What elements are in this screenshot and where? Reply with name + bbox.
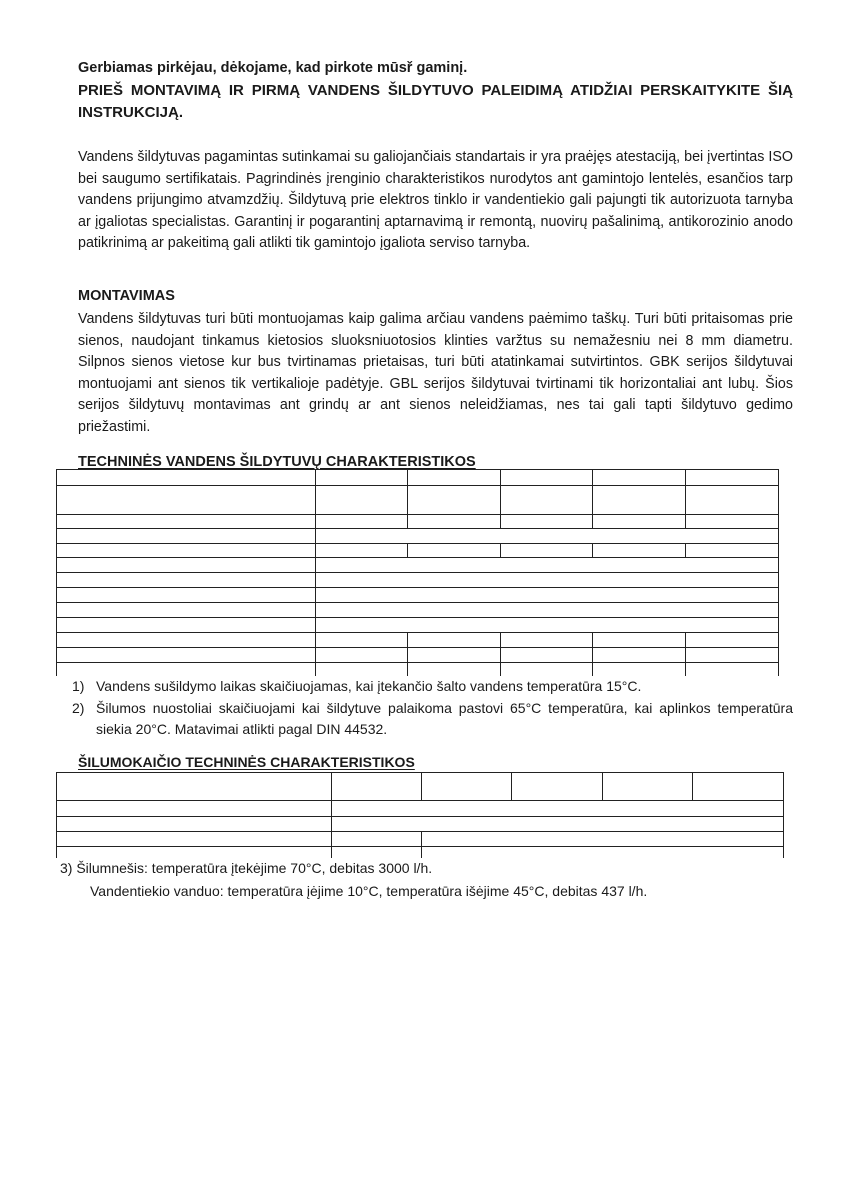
- footnote-number: 1): [72, 678, 85, 694]
- intro-paragraph: Vandens šildytuvas pagamintas sutinkamai su galiojančiais standartais ir yra praėjęs atestaciją, bei įvertintas ISO bei saugumo sertifikatais. Pagrindinės įrenginio charakteristikos nurodytos ant gamintojo lentelės, esančios tarp vandens prijungimo atvamzdžių. Šildytuvą prie elektros tinklo ir vandentiekio gali pajungti tik autorizuota tarnyba ar įgaliotas specialistas. Garantinį ir pogarantinį aptarnavimą ir remontą, nuovirų pašalinimą, antikorozinio anodo patikrinimą ar pakeitimą gali atlikti tik gamintojo įgaliota serviso tarnyba.: [78, 149, 793, 251]
- table1-title: TECHNINĖS VANDENS ŠILDYTUVŲ CHARAKTERISTIKOS: [78, 454, 476, 470]
- footnote-text: Šilumos nuostoliai skaičiuojami kai šildytuve palaikoma pastovi 65°C temperatūra, kai aplinkos temperatūra siekia 20°C. Matavimai atlikti pagal DIN 44532.: [96, 700, 793, 737]
- warning-heading: PRIEŠ MONTAVIMĄ IR PIRMĄ VANDENS ŠILDYTUVO PALEIDIMĄ ATIDŽIAI PERSKAITYKITE ŠIĄ INSTRUKCIJĄ.: [78, 82, 793, 121]
- footnote-text: Vandens sušildymo laikas skaičiuojamas, kai įtekančio šalto vandens temperatūra 15°C.: [96, 678, 642, 694]
- table2-footnote-line2: Vandentiekio vanduo: temperatūra įėjime 10°C, temperatūra išėjime 45°C, debitas 437 l/h.: [90, 883, 648, 899]
- montavimas-title: MONTAVIMAS: [78, 288, 175, 304]
- montavimas-paragraph: Vandens šildytuvas turi būti montuojamas kaip galima arčiau vandens paėmimo taškų. Turi būti pritaisomas prie sienos, naudojant tinkamus kietosios sluoksniuotosios klinties varžtus su nemažesniu nei 8 mm diametru. Silpnos sienos vietose kur bus tvirtinamas prietaisas, turi būti atatinkamai sutvirtintos. GBK serijos šildytuvai montuojami ant sienos tik vertikalioje padėtyje. GBL serijos šildytuvai tvirtinami tik horizontaliai ant lubų. Šios serijos šildytuvų montavimas ant grindų ar ant sienos neleidžiamas, nes tai gali tapti šildytuvo gedimo priežastimi.: [78, 311, 793, 435]
- table2-title: ŠILUMOKAIČIO TECHNINĖS CHARAKTERISTIKOS: [78, 754, 415, 770]
- greeting-text: Gerbiamas pirkėjau, dėkojame, kad pirkote mūsř gaminį.: [78, 60, 468, 76]
- table2-footnote-line1: 3) Šilumnešis: temperatūra įtekėjime 70°C, debitas 3000 l/h.: [60, 860, 433, 876]
- footnote-number: 2): [72, 700, 85, 716]
